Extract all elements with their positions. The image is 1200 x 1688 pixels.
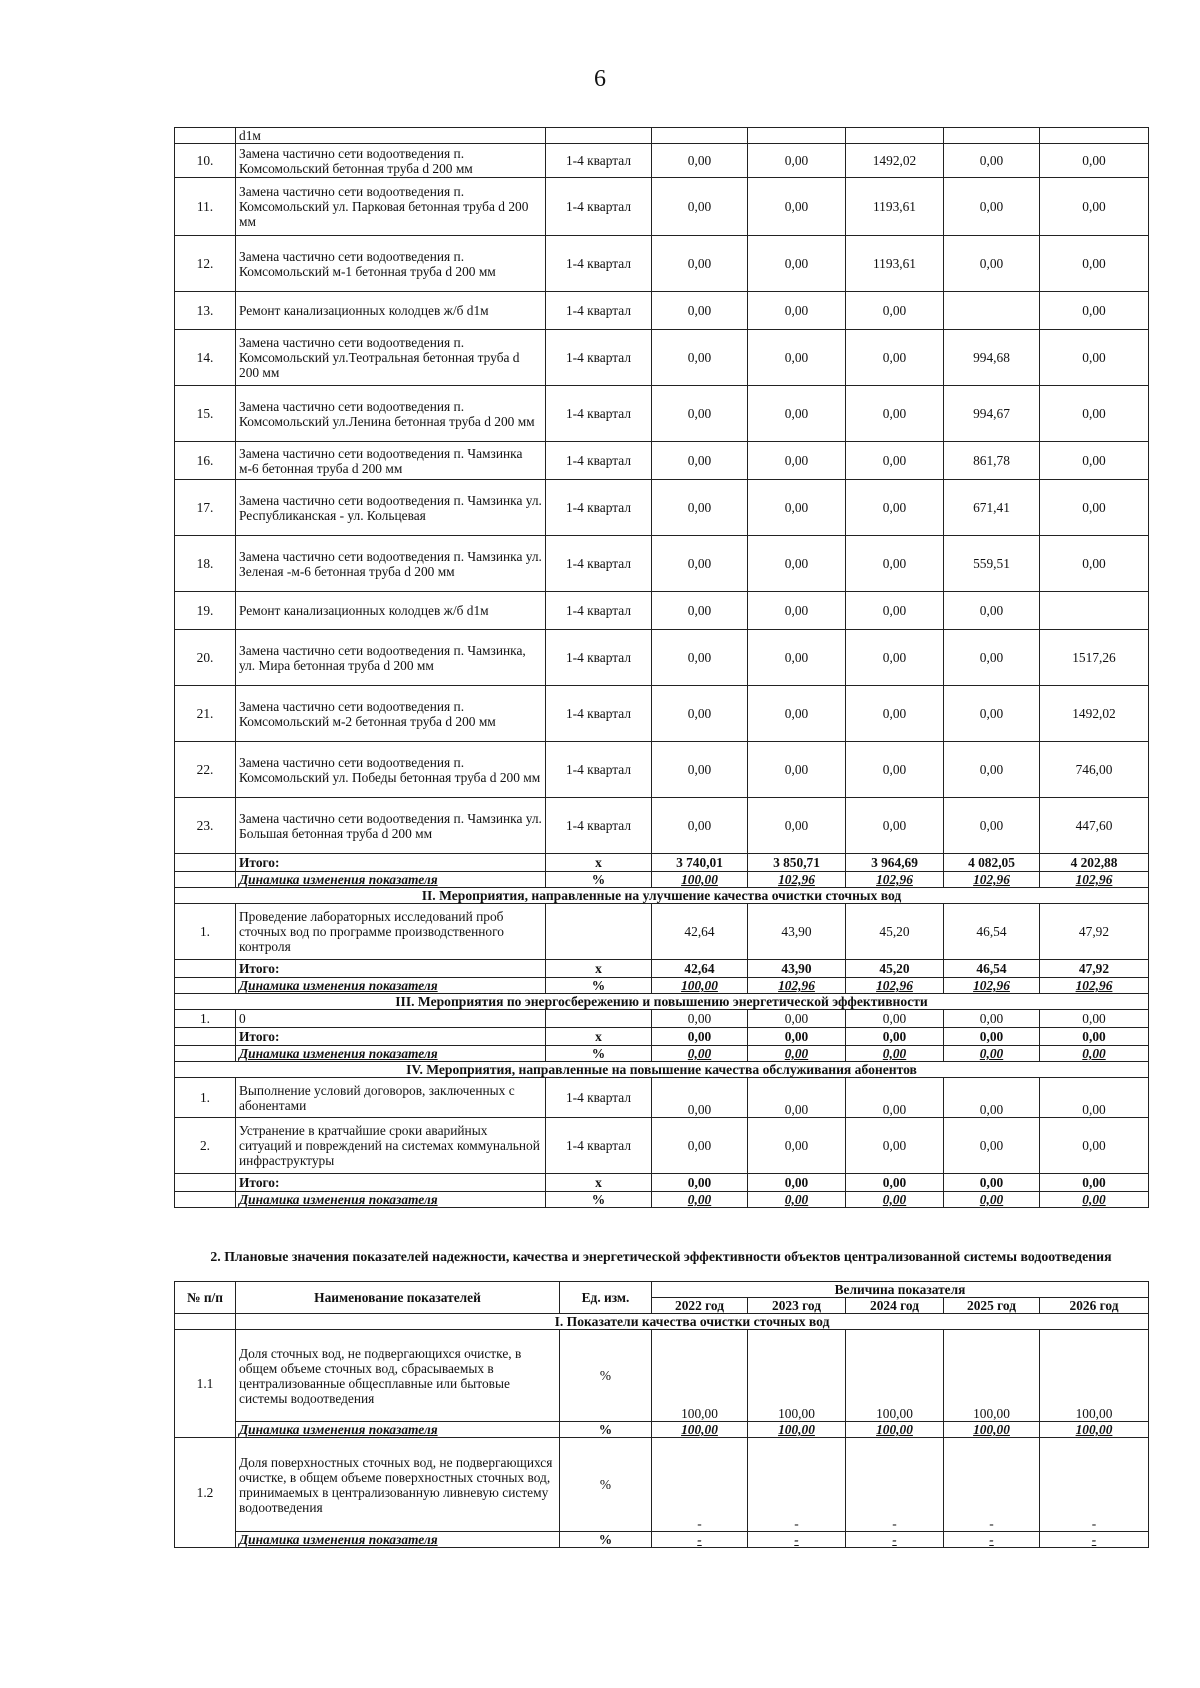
row-name: Проведение лабораторных исследований проб сточных вод по программе производственного контроля bbox=[236, 904, 546, 960]
dynamics-value: - bbox=[944, 1532, 1040, 1548]
value-cell: 0,00 bbox=[652, 1192, 748, 1208]
value-cell bbox=[748, 128, 846, 144]
value-cell: 861,78 bbox=[944, 442, 1040, 480]
table-row bbox=[175, 1010, 1149, 1028]
dynamics-value: - bbox=[846, 1532, 944, 1548]
value-cell: 0,00 bbox=[1040, 292, 1149, 330]
col-unit-header: Ед. изм. bbox=[560, 1282, 652, 1314]
year-header: 2025 год bbox=[944, 1298, 1040, 1314]
value-cell: 0,00 bbox=[1040, 480, 1149, 536]
row-number: 16. bbox=[175, 442, 236, 480]
value-cell: 994,67 bbox=[944, 386, 1040, 442]
value-cell: 0,00 bbox=[748, 292, 846, 330]
value-cell: 46,54 bbox=[944, 904, 1040, 960]
row-number: 1.2 bbox=[175, 1438, 236, 1548]
row-period: х bbox=[546, 1174, 652, 1192]
section-row bbox=[175, 1062, 1149, 1078]
row-name: 0 bbox=[236, 1010, 546, 1028]
dynamics-value: - bbox=[1040, 1532, 1149, 1548]
row-number: 2. bbox=[175, 1118, 236, 1174]
row-period: х bbox=[546, 960, 652, 978]
row-period: 1-4 квартал bbox=[546, 178, 652, 236]
value-cell: 0,00 bbox=[652, 1078, 748, 1118]
value-cell: 0,00 bbox=[652, 686, 748, 742]
table-row bbox=[175, 1118, 1149, 1174]
value-cell: 0,00 bbox=[748, 742, 846, 798]
table-row bbox=[175, 1192, 1149, 1208]
value-cell: - bbox=[1040, 1438, 1149, 1532]
value-cell: 102,96 bbox=[846, 872, 944, 888]
row-period: 1-4 квартал bbox=[546, 592, 652, 630]
value-cell: 0,00 bbox=[652, 592, 748, 630]
table-row bbox=[175, 442, 1149, 480]
value-cell: 0,00 bbox=[748, 442, 846, 480]
row-period: % bbox=[546, 872, 652, 888]
value-cell: 0,00 bbox=[748, 1118, 846, 1174]
page-number: 6 bbox=[594, 66, 606, 92]
table-row bbox=[175, 236, 1149, 292]
value-cell: 0,00 bbox=[846, 742, 944, 798]
row-number: 17. bbox=[175, 480, 236, 536]
value-cell: 3 850,71 bbox=[748, 854, 846, 872]
value-cell: 0,00 bbox=[846, 1174, 944, 1192]
row-number bbox=[175, 1192, 236, 1208]
value-cell: 0,00 bbox=[652, 386, 748, 442]
value-cell: 0,00 bbox=[652, 1118, 748, 1174]
row-period: 1-4 квартал bbox=[546, 798, 652, 854]
value-cell: 0,00 bbox=[748, 1046, 846, 1062]
value-cell: 100,00 bbox=[944, 1330, 1040, 1422]
table-row bbox=[175, 978, 1149, 994]
row-number: 23. bbox=[175, 798, 236, 854]
value-cell: 0,00 bbox=[652, 798, 748, 854]
value-cell: 0,00 bbox=[652, 1174, 748, 1192]
row-period: % bbox=[546, 1192, 652, 1208]
value-cell: 0,00 bbox=[748, 1010, 846, 1028]
table-row bbox=[175, 872, 1149, 888]
value-cell bbox=[944, 292, 1040, 330]
value-cell: 0,00 bbox=[652, 480, 748, 536]
value-cell bbox=[944, 128, 1040, 144]
value-cell: 42,64 bbox=[652, 904, 748, 960]
value-cell: 0,00 bbox=[944, 1118, 1040, 1174]
row-number: 13. bbox=[175, 292, 236, 330]
row-number bbox=[175, 1174, 236, 1192]
value-cell: 0,00 bbox=[846, 442, 944, 480]
row-period: 1-4 квартал bbox=[546, 536, 652, 592]
dynamics-unit: % bbox=[560, 1532, 652, 1548]
value-cell: 0,00 bbox=[1040, 1046, 1149, 1062]
table-row bbox=[175, 798, 1149, 854]
value-cell: 0,00 bbox=[748, 686, 846, 742]
year-header: 2022 год bbox=[652, 1298, 748, 1314]
value-cell: 0,00 bbox=[846, 798, 944, 854]
value-cell: 0,00 bbox=[846, 1078, 944, 1118]
row-period: 1-4 квартал bbox=[546, 630, 652, 686]
section-row bbox=[175, 1314, 1149, 1330]
value-cell: 0,00 bbox=[846, 1028, 944, 1046]
table-row bbox=[175, 330, 1149, 386]
value-cell: 1492,02 bbox=[1040, 686, 1149, 742]
row-name: Замена частично сети водоотведения п. Чамзинка ул. Большая бетонная труба d 200 мм bbox=[236, 798, 546, 854]
row-number bbox=[175, 978, 236, 994]
value-cell: 746,00 bbox=[1040, 742, 1149, 798]
value-cell: 0,00 bbox=[944, 1010, 1040, 1028]
value-cell: 0,00 bbox=[652, 442, 748, 480]
value-cell: 0,00 bbox=[1040, 1174, 1149, 1192]
value-cell: 0,00 bbox=[944, 236, 1040, 292]
value-cell: 0,00 bbox=[944, 686, 1040, 742]
value-cell: 0,00 bbox=[944, 630, 1040, 686]
dynamics-row bbox=[175, 1422, 1149, 1438]
row-period: 1-4 квартал bbox=[546, 686, 652, 742]
value-cell: 102,96 bbox=[1040, 872, 1149, 888]
row-period: 1-4 квартал bbox=[546, 1118, 652, 1174]
row-name: d1м bbox=[236, 128, 546, 144]
row-number: 20. bbox=[175, 630, 236, 686]
indicator-row bbox=[175, 1330, 1149, 1422]
dynamics-value: - bbox=[748, 1532, 846, 1548]
value-cell: 0,00 bbox=[846, 1118, 944, 1174]
value-cell: 0,00 bbox=[1040, 144, 1149, 178]
value-cell: 0,00 bbox=[846, 592, 944, 630]
value-cell: 100,00 bbox=[652, 978, 748, 994]
value-cell: 0,00 bbox=[846, 536, 944, 592]
value-cell: 0,00 bbox=[1040, 236, 1149, 292]
value-cell bbox=[652, 128, 748, 144]
value-cell: 0,00 bbox=[748, 1174, 846, 1192]
row-period bbox=[546, 1010, 652, 1028]
row-period: % bbox=[546, 1046, 652, 1062]
value-cell: 102,96 bbox=[748, 978, 846, 994]
value-cell: 0,00 bbox=[944, 592, 1040, 630]
value-cell: 0,00 bbox=[944, 144, 1040, 178]
row-period bbox=[546, 904, 652, 960]
table-row bbox=[175, 854, 1149, 872]
dynamics-value: 100,00 bbox=[944, 1422, 1040, 1438]
value-cell: 0,00 bbox=[846, 330, 944, 386]
table-row bbox=[175, 1078, 1149, 1118]
row-name: Замена частично сети водоотведения п. Комсомольский ул. Парковая бетонная труба d 200 мм bbox=[236, 178, 546, 236]
value-cell: 100,00 bbox=[846, 1330, 944, 1422]
value-cell: 100,00 bbox=[652, 1330, 748, 1422]
row-name: Замена частично сети водоотведения п. Комсомольский ул.Теотральная бетонная труба d 200 мм bbox=[236, 330, 546, 386]
value-cell: - bbox=[652, 1438, 748, 1532]
row-number: 22. bbox=[175, 742, 236, 798]
table-row bbox=[175, 742, 1149, 798]
row-period bbox=[546, 128, 652, 144]
table-row bbox=[175, 386, 1149, 442]
value-cell: 0,00 bbox=[944, 1028, 1040, 1046]
value-cell: 0,00 bbox=[748, 386, 846, 442]
row-number: 1. bbox=[175, 904, 236, 960]
value-cell: 1193,61 bbox=[846, 236, 944, 292]
value-cell: 0,00 bbox=[1040, 1078, 1149, 1118]
value-cell: 447,60 bbox=[1040, 798, 1149, 854]
row-name: Итого: bbox=[236, 960, 546, 978]
row-number: 21. bbox=[175, 686, 236, 742]
table-row bbox=[175, 960, 1149, 978]
value-cell: 45,20 bbox=[846, 960, 944, 978]
row-period: 1-4 квартал bbox=[546, 292, 652, 330]
value-cell: 0,00 bbox=[652, 742, 748, 798]
row-period: х bbox=[546, 854, 652, 872]
row-name: Итого: bbox=[236, 854, 546, 872]
section-2-title: 2. Плановые значения показателей надежности, качества и энергетической эффективности объектов централизованной системы водоотведения bbox=[210, 1249, 1112, 1264]
table-row bbox=[175, 178, 1149, 236]
indicator-name: Доля поверхностных сточных вод, не подвергающихся очистке, в общем объеме поверхностных сточных вод, принимаемых в централизованную ливневую систему водоотведения bbox=[236, 1438, 560, 1532]
row-name: Замена частично сети водоотведения п. Комсомольский м-2 бетонная труба d 200 мм bbox=[236, 686, 546, 742]
value-cell: 0,00 bbox=[944, 178, 1040, 236]
section-title: III. Мероприятия по энергосбережению и повышению энергетической эффективности bbox=[175, 994, 1149, 1010]
value-cell: 0,00 bbox=[748, 1028, 846, 1046]
value-cell: 0,00 bbox=[748, 1078, 846, 1118]
value-cell: 0,00 bbox=[652, 178, 748, 236]
row-period: х bbox=[546, 1028, 652, 1046]
row-period: 1-4 квартал bbox=[546, 480, 652, 536]
value-cell: 0,00 bbox=[652, 1010, 748, 1028]
dynamics-row bbox=[175, 1532, 1149, 1548]
unit-cell: % bbox=[560, 1438, 652, 1532]
row-name: Замена частично сети водоотведения п. Комсомольский ул.Ленина бетонная труба d 200 мм bbox=[236, 386, 546, 442]
row-number: 19. bbox=[175, 592, 236, 630]
value-cell: 0,00 bbox=[1040, 330, 1149, 386]
row-number bbox=[175, 128, 236, 144]
value-cell: 0,00 bbox=[1040, 386, 1149, 442]
row-number: 18. bbox=[175, 536, 236, 592]
row-name: Замена частично сети водоотведения п. Чамзинка ул. Республиканская - ул. Кольцевая bbox=[236, 480, 546, 536]
row-period: % bbox=[546, 978, 652, 994]
dynamics-label: Динамика изменения показателя bbox=[236, 1422, 560, 1438]
value-cell bbox=[1040, 128, 1149, 144]
section-title: II. Мероприятия, направленные на улучшение качества очистки сточных вод bbox=[175, 888, 1149, 904]
value-cell: 0,00 bbox=[652, 144, 748, 178]
value-cell: 1193,61 bbox=[846, 178, 944, 236]
table-row bbox=[175, 144, 1149, 178]
value-cell: 4 082,05 bbox=[944, 854, 1040, 872]
year-header: 2023 год bbox=[748, 1298, 846, 1314]
dynamics-value: - bbox=[652, 1532, 748, 1548]
value-cell: 0,00 bbox=[846, 480, 944, 536]
value-cell: 671,41 bbox=[944, 480, 1040, 536]
row-name: Динамика изменения показателя bbox=[236, 1192, 546, 1208]
table-row bbox=[175, 592, 1149, 630]
value-cell: 0,00 bbox=[846, 1010, 944, 1028]
section-row bbox=[175, 994, 1149, 1010]
row-name: Динамика изменения показателя bbox=[236, 1046, 546, 1062]
table-row bbox=[175, 1028, 1149, 1046]
value-cell: 1492,02 bbox=[846, 144, 944, 178]
dynamics-value: 100,00 bbox=[1040, 1422, 1149, 1438]
value-cell: 0,00 bbox=[748, 480, 846, 536]
row-name: Замена частично сети водоотведения п. Чамзинка м-6 бетонная труба d 200 мм bbox=[236, 442, 546, 480]
dynamics-label: Динамика изменения показателя bbox=[236, 1532, 560, 1548]
dynamics-value: 100,00 bbox=[846, 1422, 944, 1438]
year-header: 2026 год bbox=[1040, 1298, 1149, 1314]
row-number bbox=[175, 960, 236, 978]
value-cell: 47,92 bbox=[1040, 904, 1149, 960]
value-cell: 102,96 bbox=[846, 978, 944, 994]
value-cell: 4 202,88 bbox=[1040, 854, 1149, 872]
dynamics-unit: % bbox=[560, 1422, 652, 1438]
row-number: 10. bbox=[175, 144, 236, 178]
value-cell: 102,96 bbox=[748, 872, 846, 888]
value-cell: 0,00 bbox=[748, 536, 846, 592]
value-cell: 45,20 bbox=[846, 904, 944, 960]
value-cell: 100,00 bbox=[748, 1330, 846, 1422]
value-cell: 0,00 bbox=[1040, 1192, 1149, 1208]
row-number: 15. bbox=[175, 386, 236, 442]
value-cell: 0,00 bbox=[652, 330, 748, 386]
value-cell: 0,00 bbox=[748, 330, 846, 386]
table-row bbox=[175, 686, 1149, 742]
table-row bbox=[175, 904, 1149, 960]
value-cell: 0,00 bbox=[944, 1078, 1040, 1118]
row-name: Динамика изменения показателя bbox=[236, 978, 546, 994]
value-cell: 0,00 bbox=[652, 292, 748, 330]
row-number: 11. bbox=[175, 178, 236, 236]
value-cell: 3 740,01 bbox=[652, 854, 748, 872]
section-row bbox=[175, 888, 1149, 904]
value-cell: 0,00 bbox=[1040, 1118, 1149, 1174]
row-period: 1-4 квартал bbox=[546, 236, 652, 292]
row-period: 1-4 квартал bbox=[546, 1078, 652, 1118]
value-cell: 0,00 bbox=[1040, 178, 1149, 236]
value-cell: 0,00 bbox=[944, 1174, 1040, 1192]
value-cell: 46,54 bbox=[944, 960, 1040, 978]
row-name: Выполнение условий договоров, заключенных с абонентами bbox=[236, 1078, 546, 1118]
row-number bbox=[175, 1046, 236, 1062]
unit-cell: % bbox=[560, 1330, 652, 1422]
value-cell: 0,00 bbox=[846, 292, 944, 330]
value-cell: 100,00 bbox=[1040, 1330, 1149, 1422]
value-cell: 0,00 bbox=[1040, 442, 1149, 480]
table-row bbox=[175, 1046, 1149, 1062]
table-row bbox=[175, 292, 1149, 330]
row-period: 1-4 квартал bbox=[546, 442, 652, 480]
indicator-name: Доля сточных вод, не подвергающихся очистке, в общем объеме сточных вод, сбрасываемых в централизованные общесплавные или бытовые системы водоотведения bbox=[236, 1330, 560, 1422]
row-name: Ремонт канализационных колодцев ж/б d1м bbox=[236, 292, 546, 330]
row-name: Устранение в кратчайшие сроки аварийных ситуаций и повреждений на системах коммунальной инфраструктуры bbox=[236, 1118, 546, 1174]
value-cell: 0,00 bbox=[748, 1192, 846, 1208]
row-number: 12. bbox=[175, 236, 236, 292]
row-period: 1-4 квартал bbox=[546, 386, 652, 442]
value-cell: - bbox=[748, 1438, 846, 1532]
value-cell: 0,00 bbox=[846, 386, 944, 442]
indicator-row bbox=[175, 1438, 1149, 1532]
value-cell: 0,00 bbox=[1040, 536, 1149, 592]
dynamics-value: 100,00 bbox=[652, 1422, 748, 1438]
value-cell: 0,00 bbox=[846, 686, 944, 742]
row-name: Итого: bbox=[236, 1028, 546, 1046]
value-cell: 0,00 bbox=[1040, 1028, 1149, 1046]
value-cell: 0,00 bbox=[846, 1046, 944, 1062]
col-name-header: Наименование показателей bbox=[236, 1282, 560, 1314]
value-cell: - bbox=[846, 1438, 944, 1532]
blank-cell bbox=[175, 1314, 236, 1330]
value-cell: 0,00 bbox=[944, 1046, 1040, 1062]
value-group-header: Величина показателя bbox=[652, 1282, 1149, 1298]
value-cell bbox=[846, 128, 944, 144]
value-cell: 0,00 bbox=[944, 1192, 1040, 1208]
value-cell: 43,90 bbox=[748, 960, 846, 978]
indicators-table bbox=[174, 1281, 1149, 1548]
value-cell: 0,00 bbox=[652, 236, 748, 292]
row-name: Замена частично сети водоотведения п. Комсомольский ул. Победы бетонная труба d 200 мм bbox=[236, 742, 546, 798]
value-cell: 102,96 bbox=[1040, 978, 1149, 994]
value-cell: 1517,26 bbox=[1040, 630, 1149, 686]
value-cell bbox=[1040, 592, 1149, 630]
row-number: 14. bbox=[175, 330, 236, 386]
row-name: Итого: bbox=[236, 1174, 546, 1192]
value-cell: 0,00 bbox=[652, 1028, 748, 1046]
row-number: 1.1 bbox=[175, 1330, 236, 1438]
value-cell: 0,00 bbox=[748, 236, 846, 292]
value-cell: 0,00 bbox=[652, 1046, 748, 1062]
value-cell: 0,00 bbox=[748, 798, 846, 854]
row-name: Замена частично сети водоотведения п. Чамзинка ул. Зеленая -м-6 бетонная труба d 200 мм bbox=[236, 536, 546, 592]
measures-table bbox=[174, 127, 1149, 1208]
value-cell: 0,00 bbox=[748, 178, 846, 236]
value-cell: 102,96 bbox=[944, 872, 1040, 888]
table-row bbox=[175, 1174, 1149, 1192]
value-cell: 0,00 bbox=[748, 592, 846, 630]
value-cell: 0,00 bbox=[652, 630, 748, 686]
value-cell: 0,00 bbox=[1040, 1010, 1149, 1028]
row-period: 1-4 квартал bbox=[546, 742, 652, 798]
value-cell: 47,92 bbox=[1040, 960, 1149, 978]
row-name: Ремонт канализационных колодцев ж/б d1м bbox=[236, 592, 546, 630]
value-cell: 3 964,69 bbox=[846, 854, 944, 872]
value-cell: 102,96 bbox=[944, 978, 1040, 994]
row-number bbox=[175, 1028, 236, 1046]
row-number: 1. bbox=[175, 1078, 236, 1118]
value-cell: 0,00 bbox=[652, 536, 748, 592]
value-cell: - bbox=[944, 1438, 1040, 1532]
row-number bbox=[175, 854, 236, 872]
row-period: 1-4 квартал bbox=[546, 144, 652, 178]
value-cell: 559,51 bbox=[944, 536, 1040, 592]
value-cell: 0,00 bbox=[748, 630, 846, 686]
table-row bbox=[175, 480, 1149, 536]
value-cell: 100,00 bbox=[652, 872, 748, 888]
table-row bbox=[175, 630, 1149, 686]
dynamics-value: 100,00 bbox=[748, 1422, 846, 1438]
row-name: Замена частично сети водоотведения п. Комсомольский бетонная труба d 200 мм bbox=[236, 144, 546, 178]
value-cell: 0,00 bbox=[846, 630, 944, 686]
table-row bbox=[175, 536, 1149, 592]
row-number bbox=[175, 872, 236, 888]
value-cell: 0,00 bbox=[748, 144, 846, 178]
value-cell: 0,00 bbox=[944, 798, 1040, 854]
col-num-header: № п/п bbox=[175, 1282, 236, 1314]
value-cell: 994,68 bbox=[944, 330, 1040, 386]
year-header: 2024 год bbox=[846, 1298, 944, 1314]
row-name: Замена частично сети водоотведения п. Чамзинка, ул. Мира бетонная труба d 200 мм bbox=[236, 630, 546, 686]
section-title: I. Показатели качества очистки сточных вод bbox=[236, 1314, 1149, 1330]
row-number: 1. bbox=[175, 1010, 236, 1028]
value-cell: 43,90 bbox=[748, 904, 846, 960]
row-name: Динамика изменения показателя bbox=[236, 872, 546, 888]
section-title: IV. Мероприятия, направленные на повышение качества обслуживания абонентов bbox=[175, 1062, 1149, 1078]
value-cell: 42,64 bbox=[652, 960, 748, 978]
value-cell: 0,00 bbox=[944, 742, 1040, 798]
row-period: 1-4 квартал bbox=[546, 330, 652, 386]
value-cell: 0,00 bbox=[846, 1192, 944, 1208]
table-row bbox=[175, 128, 1149, 144]
row-name: Замена частично сети водоотведения п. Комсомольский м-1 бетонная труба d 200 мм bbox=[236, 236, 546, 292]
